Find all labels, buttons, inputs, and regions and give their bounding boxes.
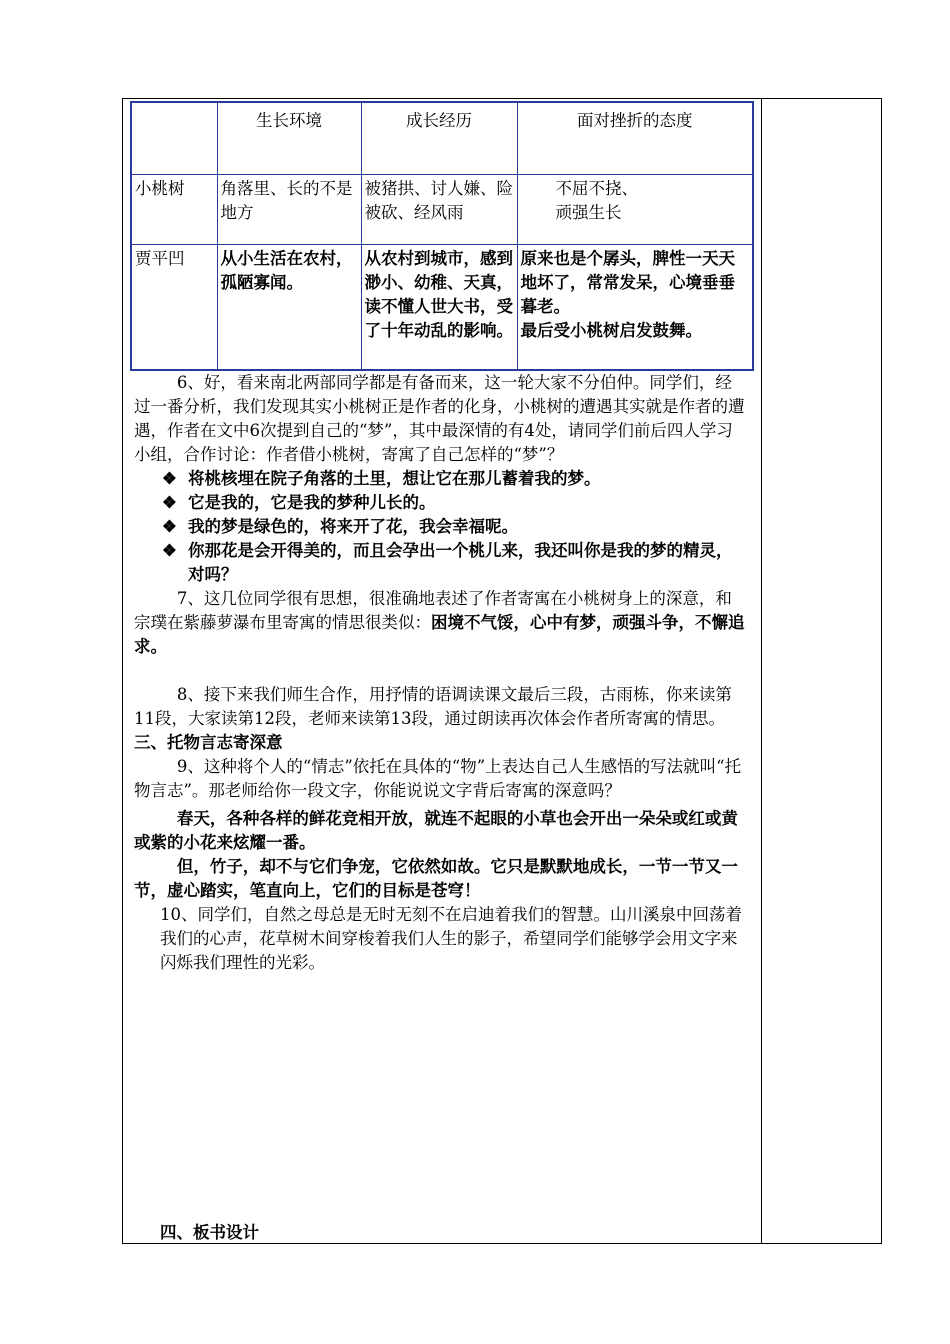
diamond-bullet-icon: ❖ bbox=[162, 469, 177, 488]
cell-attitude: 原来也是个孱头，脾性一天天地坏了，常常发呆，心境垂垂暮老。 最后受小桃树启发鼓舞。 bbox=[517, 244, 753, 370]
row-name: 贾平凹 bbox=[131, 244, 217, 370]
right-column-divider bbox=[761, 98, 762, 1244]
lesson-content bbox=[134, 371, 746, 975]
section-4-heading: 四、板书设计 bbox=[160, 1223, 259, 1242]
paragraph-9: 9、这种将个人的“情志”依托在具体的“物”上表达自己人生感悟的写法就叫“托物言志”。那老师给你一段文字，你能说说文字背后寄寓的深意吗？ bbox=[134, 757, 742, 800]
table-header-row bbox=[131, 102, 753, 174]
paragraph-10: 10、同学们，自然之母总是无时无刻不在启迪着我们的智慧。山川溪泉中回荡着我们的心声，花草树木间穿梭着我们人生的影子，希望同学们能够学会用文字来闪烁我们理性的光彩。 bbox=[160, 905, 742, 972]
paragraph-7: 7、这几位同学很有思想，很准确地表述了作者寄寓在小桃树身上的深意，和宗璞在紫藤萝瀑布里寄寓的情思很类似：困境不气馁，心中有梦，顽强斗争，不懈追求。 bbox=[134, 589, 745, 656]
table-row bbox=[131, 174, 753, 244]
header-cell: 成长经历 bbox=[361, 102, 517, 174]
list-item: ❖ 它是我的，它是我的梦种儿长的。 bbox=[134, 491, 746, 515]
comparison-table bbox=[130, 101, 754, 371]
diamond-bullet-icon: ❖ bbox=[162, 541, 177, 560]
cell-environment: 角落里、长的不是地方 bbox=[217, 174, 361, 244]
header-cell: 面对挫折的态度 bbox=[517, 102, 753, 174]
section-3-heading: 三、托物言志寄深意 bbox=[134, 733, 283, 752]
row-name: 小桃树 bbox=[131, 174, 217, 244]
header-cell: 生长环境 bbox=[217, 102, 361, 174]
list-item: ❖ 我的梦是绿色的，将来开了花，我会幸福呢。 bbox=[134, 515, 746, 539]
quote-spring: 春天，各种各样的鲜花竞相开放，就连不起眼的小草也会开出一朵朵或红或黄或紫的小花来炫耀一番。 bbox=[134, 809, 738, 852]
diamond-bullet-icon: ❖ bbox=[162, 493, 177, 512]
cell-experience: 从农村到城市，感到渺小、幼稚、天真，读不懂人世大书，受了十年动乱的影响。 bbox=[361, 244, 517, 370]
cell-experience: 被猪拱、讨人嫌、险被砍、经风雨 bbox=[361, 174, 517, 244]
header-cell bbox=[131, 102, 217, 174]
list-item: ❖ 将桃核埋在院子角落的土里，想让它在那儿蓄着我的梦。 bbox=[134, 467, 746, 491]
dream-list bbox=[134, 467, 746, 587]
cell-environment: 从小生活在农村，孤陋寡闻。 bbox=[217, 244, 361, 370]
diamond-bullet-icon: ❖ bbox=[162, 517, 177, 536]
quote-bamboo: 但，竹子，却不与它们争宠，它依然如故。它只是默默地成长，一节一节又一节，虚心踏实，笔直向上，它们的目标是苍穹！ bbox=[134, 857, 738, 900]
table-row bbox=[131, 244, 753, 370]
paragraph-6: 6、好，看来南北两部同学都是有备而来，这一轮大家不分伯仲。同学们，经过一番分析，我们发现其实小桃树正是作者的化身，小桃树的遭遇其实就是作者的遭遇，作者在文中6次提到自己的“梦”，其中最深情的有4处，请同学们前后四人学习小组，合作讨论：作者借小桃树，寄寓了自己怎样的“梦”？ bbox=[134, 373, 745, 464]
cell-attitude: 不屈不挠、 顽强生长 bbox=[517, 174, 753, 244]
paragraph-8: 8、接下来我们师生合作，用抒情的语调读课文最后三段，古雨栋，你来读第11段，大家读第12段，老师来读第13段，通过朗读再次体会作者所寄寓的情思。 bbox=[134, 685, 732, 728]
list-item: ❖ 你那花是会开得美的，而且会孕出一个桃儿来，我还叫你是我的梦的精灵，对吗？ bbox=[162, 541, 733, 584]
